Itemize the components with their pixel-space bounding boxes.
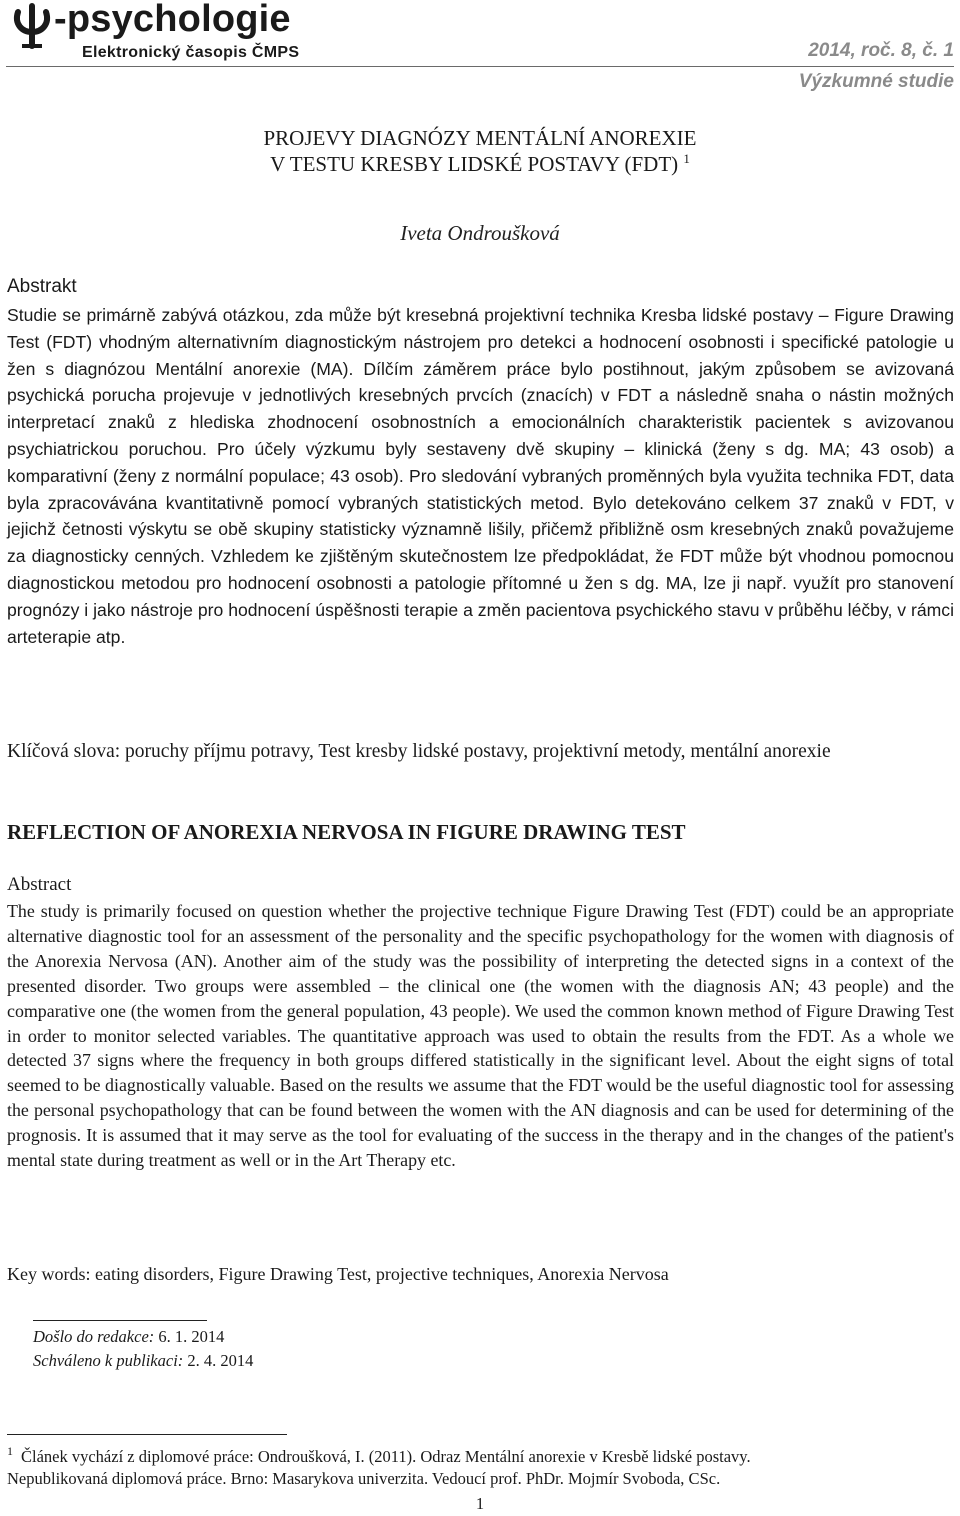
footnote-line1: Článek vychází z diplomové práce: Ondroušková, I. (2011). Odraz Mentální anorexie v Kresbě lidské postavy.: [21, 1447, 751, 1466]
accepted-label: Schváleno k publikaci:: [33, 1351, 184, 1370]
article-title-line2-wrap: [0, 151, 960, 177]
abstract-heading-cz: Abstrakt: [7, 276, 77, 297]
article-title-line2: V TESTU KRESBY LIDSKÉ POSTAVY (FDT): [270, 152, 679, 176]
logo-subtitle: Elektronický časopis ČMPS: [82, 44, 300, 61]
received-label: Došlo do redakce:: [33, 1327, 155, 1346]
footnote: [7, 1446, 954, 1490]
footnote-mark: 1: [7, 1444, 13, 1458]
logo-name: -psychologie: [54, 0, 291, 40]
abstract-text-en: The study is primarily focused on question whether the projective technique Figure Drawing Test (FDT) could be an appropriate alternative diagnostic tool for an assessment of the personality and the specific psychopathology for the women with diagnosis of the Anorexia Nervosa (AN). Another aim of the study was the possibility of interpreting the detected signs in a context of the presented disorder. Two groups were assembled – the clinical one (the women with the diagnosis AN; 43 people) and the comparative one (the women from the general population, 43 people). We used the common known method of Figure Drawing Test in order to monitor selected variables. The quantitative approach was used to obtain the results from the FDT. As a whole we detected 37 signs where the frequency in both groups differed statistically in the significant level. About the eight signs of total seemed to be diagnostically valuable. Based on the results we assume that the FDT would be the useful diagnostic tool for assessing the personal psychopathology that can be found between the women with the AN diagnosis and can be used for determining of the prognosis. It is assumed that it may serve as the tool for evaluating of the success in the therapy and in the changes of the patient's mental state during treatment as well or in the Art Therapy etc.: [7, 901, 954, 1171]
footnote-line1-wrap: [7, 1446, 954, 1468]
footnote-line2: Nepublikovaná diplomová práce. Brno: Masarykova univerzita. Vedoucí prof. PhDr. Mojmír Svoboda, CSc.: [7, 1469, 721, 1488]
footnote-divider: [7, 1434, 287, 1435]
author-name: Iveta Ondroušková: [400, 221, 560, 245]
page-number: 1: [475, 1494, 485, 1513]
article-title-en: REFLECTION OF ANOREXIA NERVOSA IN FIGURE DRAWING TEST: [7, 820, 686, 844]
keywords-cz: Klíčová slova: poruchy příjmu potravy, Test kresby lidské postavy, projektivní metody, mentální anorexie: [7, 741, 831, 762]
abstract-heading-en: Abstract: [7, 874, 72, 895]
abstract-text-cz: Studie se primárně zabývá otázkou, zda může být kresebná projektivní technika Kresba lidské postavy – Figure Drawing Test (FDT) vhodným alternativním diagnostickým nástrojem pro detekci a hodnocení osobnosti i specifické patologie u žen s diagnózou Mentální anorexie (MA). Dílčím záměrem práce bylo postihnout, jakým způsobem se avizovaná psychická porucha projevuje v jednotlivých kresebných prvcích (znacích) v FDT a následně snaha o nástin možných interpretací znaků z hlediska zhodnocení osobnostních a emocionálních charakteristik pacientek s avizovanou psychiatrickou poruchou. Pro účely výzkumu byly sestaveny dvě skupiny – klinická (ženy s dg. MA; 43 osob) a komparativní (ženy z normální populace; 43 osob). Pro sledování vybraných proměnných byla využita technika FDT, data byla zpracovávána kvantitativně pomocí vybraných statistických metod. Bylo detekováno celkem 37 znaků v FDT, v jejichž četnosti výskytu se obě skupiny statisticky významně lišily, přičemž přibližně osm kresebných znaků považujeme za diagnosticky cenných. Vzhledem ke zjištěným skutečnostem lze předpokládat, že FDT může být vhodnou pomocnou diagnostickou metodou pro hodnocení osobnosti a patologie přítomné u žen s dg. MA, lze ji např. využít pro stanovení prognózy i jako nástroje pro hodnocení úspěšnosti terapie a změn pacientova psychického stavu v průběhu léčby, v rámci arteterapie atp.: [7, 305, 954, 647]
journal-logo: [8, 2, 358, 64]
article-title: [0, 125, 960, 177]
title-footnote-mark[interactable]: 1: [683, 151, 690, 166]
section-label: Výzkumné studie: [798, 71, 954, 92]
accepted-value: 2. 4. 2014: [187, 1351, 254, 1370]
accepted-date: [33, 1351, 253, 1371]
keywords-en: Key words: eating disorders, Figure Drawing Test, projective techniques, Anorexia Nervosa: [7, 1264, 669, 1284]
received-value: 6. 1. 2014: [158, 1327, 225, 1346]
issue-info: 2014, roč. 8, č. 1: [808, 40, 954, 61]
article-title-line1: PROJEVY DIAGNÓZY MENTÁLNÍ ANOREXIE: [263, 126, 697, 150]
dates-divider: [33, 1320, 207, 1321]
received-date: [33, 1327, 224, 1347]
psi-icon: [8, 2, 58, 52]
header-divider: [6, 66, 954, 67]
